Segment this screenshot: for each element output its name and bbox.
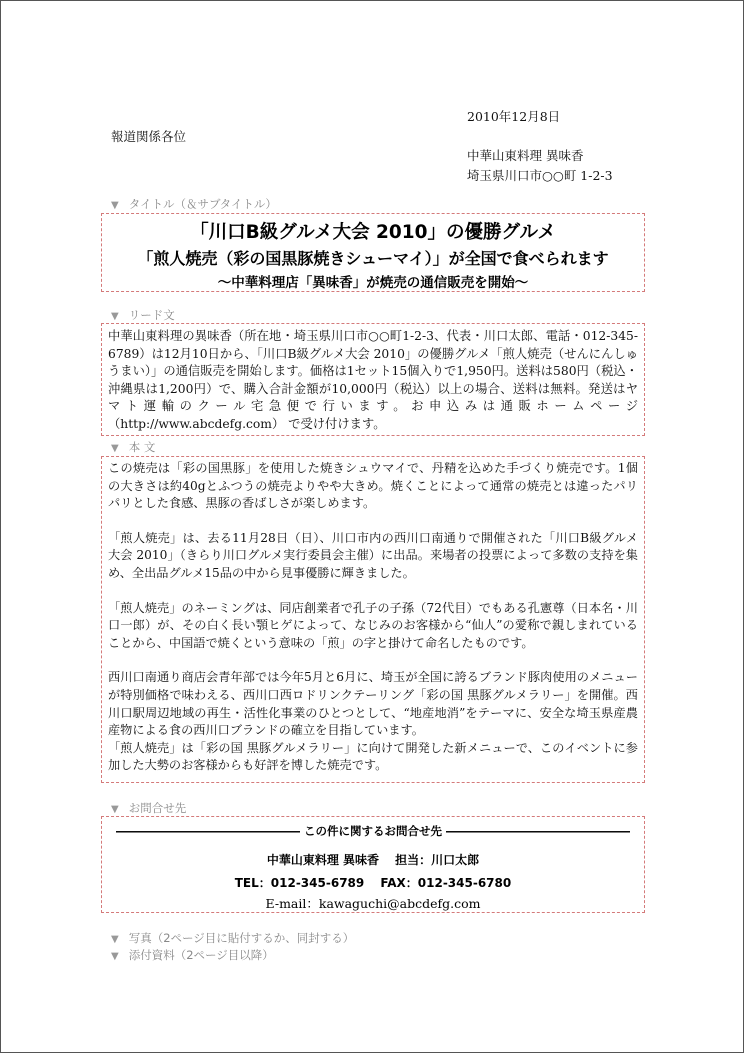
subtitle: 「煎人焼売（彩の国黒豚焼きシューマイ）」が全国で食べられます <box>137 249 609 268</box>
body-paragraph-2: 「煎人焼売」は、去る11月28日（日）、川口市内の西川口南通りで開催された「川口B級グルメ大会 2010」（きらり川口グルメ実行委員会主催）に出品。来場者の投票によって多数の支持を集め、全出品グルメ15品の中から見事優勝に輝きました。 <box>108 530 638 580</box>
section-label-attachments: ▼ 添付資料（2ページ目以降） <box>111 948 274 962</box>
section-label-contact: ▼ お問合せ先 <box>111 801 187 815</box>
section-label-body: ▼ 本 文 <box>111 440 156 454</box>
body-paragraph-4: 西川口南通り商店会青年部では今年5月と6月に、埼玉が全国に誇るブランド豚肉使用のメニューが特別価格で味わえる、西川口西ロドリンクテーリング「彩の国 黒豚グルメラリー」を開催。西川口駅周辺地域の再生・活性化事業のひとつとして、“地産地消”をテーマに、安全な埼玉県産農産物による食の西川口ブランドの確立を目指しています。 <box>108 670 638 738</box>
release-date: 2010年12月8日 <box>467 109 561 124</box>
section-label-title: ▼ タイトル（＆サブタイトル） <box>111 197 277 211</box>
contact-email: E-mail：kawaguchi@abcdefg.com <box>265 896 481 911</box>
sender-address: 埼玉県川口市○○町 1-2-3 <box>467 168 613 183</box>
contact-phone-fax: TEL：012-345-6789 FAX：012-345-6780 <box>234 876 512 890</box>
body-paragraph-3: 「煎人焼売」のネーミングは、同店創業者で孔子の子孫（72代目）でもある孔憲尊（日本名・川口一郎）が、その白く長い顎ヒゲによって、なじみのお客様から“仙人”の愛称で親しまれていることから、中国語で焼くという意味の「煎」の字と掛けて命名したものです。 <box>108 600 638 650</box>
triangle-down-icon: ▼ <box>111 443 119 454</box>
body-paragraph-1: この焼売は「彩の国黒豚」を使用した焼きシュウマイで、丹精を込めた手づくり焼売です。1個の大きさは約40gとふつうの焼売よりやや大きめ。焼くことによって通常の焼売とは違ったパリパリとした食感、黒豚の香ばしさが楽しめます。 <box>108 461 638 511</box>
sender-name: 中華山東料理 異味香 <box>467 148 584 163</box>
lead-box <box>101 323 645 436</box>
triangle-down-icon: ▼ <box>111 804 119 815</box>
body-paragraph-5: 「煎人焼売」は「彩の国 黒豚グルメラリー」に向けて開発した新メニューで、このイベントに参加した大勢のお客様からも好評を博した焼売です。 <box>108 740 638 773</box>
contact-heading: ―――――――――――――――― この件に関するお問合せ先 ―――――――――――――――― <box>115 824 630 838</box>
sub-subtitle: ～中華料理店「異味香」が焼売の通信販売を開始～ <box>217 275 529 291</box>
contact-company: 中華山東料理 異味香 担当：川口太郎 <box>266 853 480 867</box>
triangle-down-icon: ▼ <box>111 311 119 322</box>
title-box <box>101 213 645 292</box>
section-label-photo: ▼ 写真（2ページ目に貼付するか、同封する） <box>111 931 355 945</box>
triangle-down-icon: ▼ <box>111 951 119 962</box>
recipient: 報道関係各位 <box>111 129 187 144</box>
triangle-down-icon: ▼ <box>111 200 119 211</box>
lead-text: 中華山東料理の異味香（所在地・埼玉県川口市○○町1-2-3、代表・川口太郎、電話・012-345-6789）は12月10日から、「川口B級グルメ大会 2010」の優勝グルメ「煎人焼売（せんにんしゅうまい）」の通信販売を開始します。価格は1セット15個入りで1,950円。送料は580円（税込・沖縄県は1,200円）で、購入合計金額が10,000円（税込）以上の場合、送料は無料。発送はヤマト運輸のクール宅急便で行います。お申込みは通販ホームページ（http://www.abcdefg.com） で受け付けます。 <box>108 329 638 431</box>
triangle-down-icon: ▼ <box>111 934 119 945</box>
body-box <box>101 456 645 783</box>
main-title: 「川口B級グルメ大会 2010」の優勝グルメ <box>190 222 556 243</box>
contact-box <box>101 816 645 913</box>
section-label-lead: ▼ リード文 <box>111 308 175 322</box>
